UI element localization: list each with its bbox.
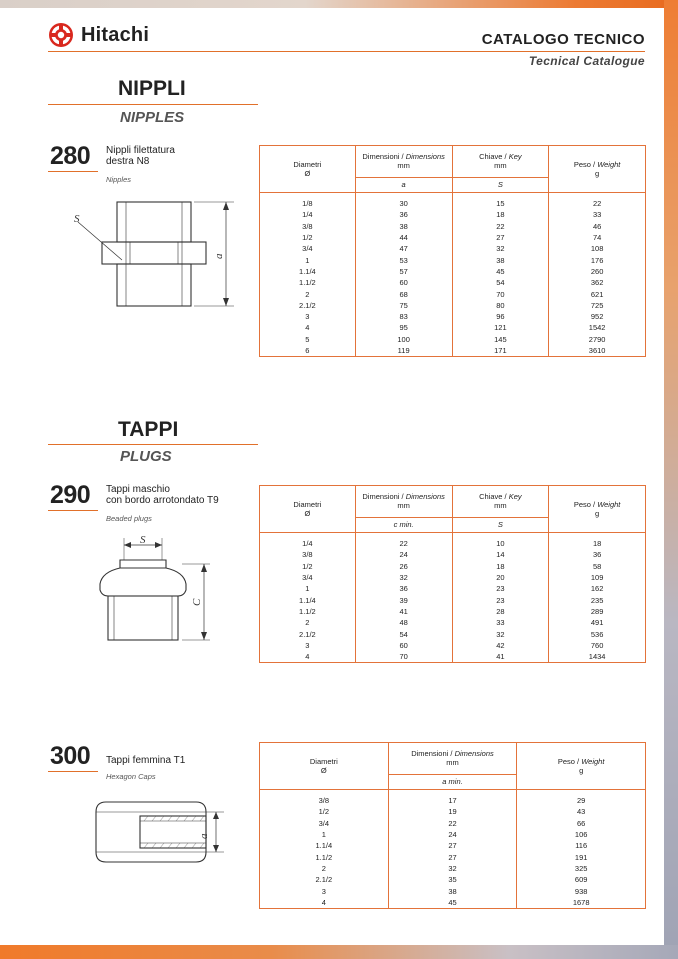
subheader-cell: S [452,177,549,192]
table-cell: 75 [355,300,452,311]
table-cell: 41 [355,606,452,617]
header-text: Dimensions [405,152,445,162]
table-cell: 3 [305,640,310,650]
table-cell: 33 [549,209,646,220]
nipple-drawing [68,190,248,320]
table-row [260,288,646,299]
table-cell: 43 [517,806,646,817]
table-cell: 74 [549,232,646,243]
header-text: mm [397,161,410,171]
table-row [260,538,646,549]
table-cell: 1/2 [302,561,313,571]
table-cell: 60 [355,640,452,651]
table-cell: 191 [517,851,646,862]
table-cell: 47 [355,243,452,254]
table-cell: 3/4 [302,244,313,254]
table-cell: 42 [452,640,549,651]
header-text: Dimensions [405,492,445,502]
table-cell: 46 [549,221,646,232]
dimension-label-a: a [213,253,225,259]
header-text: Dimensioni / [411,749,453,759]
table-cell: 1/8 [302,199,313,209]
product-code-divider [48,171,98,172]
bottom-accent-bar [0,945,678,959]
header-divider [48,51,645,52]
table-cell: 23 [452,594,549,605]
table-row [260,651,646,663]
section-divider-nippli [48,104,258,105]
header-text: Chiave / [479,492,507,502]
header-cell [260,146,356,193]
description-line: Tappi femmina T1 [106,755,186,766]
table-cell: 36 [355,583,452,594]
table-cell: 20 [452,572,549,583]
table-row [260,617,646,628]
table-cell: 725 [549,300,646,311]
table-cell: 3 [321,886,326,896]
table-cell: 2 [305,289,310,299]
table-cell: 260 [549,266,646,277]
header-text: Key [508,492,522,502]
dimension-label-s: S [140,534,146,546]
product-code: 290 [50,481,91,509]
table-cell: 109 [549,572,646,583]
table-cell: 325 [517,863,646,874]
table-cell: 70 [452,288,549,299]
subheader-cell: S [452,517,549,532]
table-cell: 36 [355,209,452,220]
table-cell: 3/8 [302,550,313,560]
table-cell: 41 [452,651,549,663]
plug-drawing [90,530,220,655]
header-cell [388,743,517,775]
table-cell: 1.1/2 [315,852,333,862]
table-cell: 39 [355,594,452,605]
table-cell: 18 [452,209,549,220]
table-cell: 171 [452,345,549,357]
table-cell: 938 [517,885,646,896]
table-row [260,277,646,288]
product-code: 280 [50,142,91,170]
cap-drawing [88,798,228,868]
header-cell [452,486,549,518]
subheader-cell: c min. [355,517,452,532]
table-cell: 1434 [549,651,646,663]
header-text: Weight [597,500,621,509]
table-cell: 58 [549,561,646,572]
table-cell: 235 [549,594,646,605]
description-line: con bordo arrotondato T9 [106,495,219,506]
table-cell: 3/8 [318,796,330,806]
table-cell: 57 [355,266,452,277]
table-cell: 45 [388,897,517,909]
table-cell: 10 [452,538,549,549]
table-cell: 27 [388,840,517,851]
table-cell: 27 [452,232,549,243]
catalog-title: CATALOGO TECNICO [481,31,645,48]
table-cell: 45 [452,266,549,277]
table-row [260,334,646,345]
table-row [260,549,646,560]
table-cell: 14 [452,549,549,560]
subheader-cell: a [355,177,452,192]
table-cell: 26 [355,561,452,572]
spec-table [259,742,646,909]
dimension-label-s: S [74,213,80,225]
header-text: g [579,766,584,775]
table-cell: 2 [305,618,310,628]
catalog-subtitle: Tecnical Catalogue [528,54,645,68]
table-row [260,628,646,639]
table-row [260,198,646,209]
table-cell: 32 [355,572,452,583]
hitachi-logo-icon [48,22,74,48]
table-cell: 1/2 [302,233,313,243]
header-text: Ø [320,766,327,775]
table-cell: 32 [452,243,549,254]
product-description [106,484,219,506]
table-cell: 100 [355,334,452,345]
table-cell: 4 [305,323,310,333]
table-cell: 18 [549,538,646,549]
table-cell: 491 [549,617,646,628]
table-cell: 108 [549,243,646,254]
table-row [260,232,646,243]
right-accent-bar [664,0,678,959]
subheader-cell: a min. [388,774,517,789]
section-subtitle-tappi: PLUGS [120,448,172,465]
table-cell: 83 [355,311,452,322]
header-text: Ø [304,169,311,178]
table-row [260,561,646,572]
table-cell: 17 [388,795,517,806]
table-cell: 48 [355,617,452,628]
product-description-en: Hexagon Caps [106,772,156,781]
table-cell: 68 [355,288,452,299]
table-cell: 3/4 [302,573,313,583]
table-cell: 760 [549,640,646,651]
table-cell: 3/8 [302,221,313,231]
spec-table [259,145,646,357]
table-cell: 1678 [517,897,646,909]
table-cell: 2.1/2 [299,629,316,639]
table-cell: 60 [355,277,452,288]
table-cell: 2.1/2 [299,300,316,310]
table-cell: 96 [452,311,549,322]
table-cell: 22 [388,818,517,829]
table-cell: 536 [549,628,646,639]
table-cell: 4 [321,897,326,907]
product-description [106,145,175,167]
description-line: destra N8 [106,156,150,167]
table-cell: 3/4 [318,818,330,828]
header-cell [355,486,452,518]
table-cell: 1.1/4 [315,841,333,851]
table-row [260,640,646,651]
table-cell: 22 [452,221,549,232]
dimension-label-a: a [198,833,210,839]
table-cell: 1.1/4 [299,595,316,605]
section-title-tappi: TAPPI [118,418,179,441]
spec-table [259,485,646,663]
table-row [260,818,646,829]
table-cell: 5 [305,334,310,344]
header-cell [452,146,549,178]
table-cell: 621 [549,288,646,299]
table-cell: 1.1/2 [299,278,316,288]
table-row [260,322,646,333]
header-text: Weight [581,757,605,766]
header-text: Key [508,152,522,162]
header-cell [517,743,646,790]
table-row [260,851,646,862]
top-accent-bar [0,0,678,8]
section-divider-tappi [48,444,258,445]
table-cell: 145 [452,334,549,345]
header-text: Peso / [573,160,596,169]
product-description-en: Beaded plugs [106,514,152,523]
table-cell: 29 [517,795,646,806]
table-cell: 28 [452,606,549,617]
header-text: Peso / [557,757,580,766]
table-cell: 121 [452,322,549,333]
table-row [260,897,646,909]
table-row [260,221,646,232]
header-text: g [595,169,600,178]
table-row [260,583,646,594]
product-code: 300 [50,742,91,770]
table-cell: 54 [452,277,549,288]
table-cell: 80 [452,300,549,311]
header-text: mm [494,161,507,171]
table-cell: 36 [549,549,646,560]
table-cell: 4 [305,652,310,662]
header-cell [355,146,452,178]
table-cell: 35 [388,874,517,885]
header-cell [260,486,356,533]
dimension-label-c: C [191,598,203,606]
table-cell: 2.1/2 [315,875,333,885]
table-row [260,874,646,885]
header-text: mm [446,758,459,768]
product-description-en: Nipples [106,175,132,184]
table-cell: 32 [452,628,549,639]
product-code-divider [48,510,98,511]
header-text: g [595,509,600,518]
table-cell: 1/4 [302,539,313,549]
header-text: Peso / [573,500,596,509]
table-row [260,863,646,874]
table-cell: 70 [355,651,452,663]
table-cell: 289 [549,606,646,617]
table-cell: 54 [355,628,452,639]
table-cell: 24 [355,549,452,560]
table-row [260,243,646,254]
table-cell: 952 [549,311,646,322]
table-cell: 1/4 [302,210,313,220]
table-cell: 176 [549,254,646,265]
table-cell: 2 [321,863,326,873]
header-text: Dimensioni / [362,492,404,502]
product-description [106,755,185,766]
brand-logo [48,22,149,48]
header-cell [549,486,646,533]
table-cell: 44 [355,232,452,243]
table-row [260,829,646,840]
header-cell [260,743,389,790]
table-cell: 106 [517,829,646,840]
table-cell: 2790 [549,334,646,345]
table-row [260,266,646,277]
header-text: Chiave / [479,152,507,162]
table-cell: 38 [355,221,452,232]
table-cell: 119 [355,345,452,357]
table-cell: 3 [305,312,310,322]
table-cell: 1.1/2 [299,606,316,616]
table-row [260,209,646,220]
table-row [260,885,646,896]
table-cell: 1 [305,584,310,594]
description-line: Nippli filettatura [106,145,175,156]
table-row [260,795,646,806]
product-code-divider [48,771,98,772]
table-cell: 53 [355,254,452,265]
table-row [260,300,646,311]
table-cell: 162 [549,583,646,594]
table-cell: 18 [452,561,549,572]
table-cell: 1.1/4 [299,266,316,276]
table-row [260,840,646,851]
table-row [260,572,646,583]
table-cell: 24 [388,829,517,840]
table-row [260,806,646,817]
header-text: Ø [304,509,311,518]
table-cell: 15 [452,198,549,209]
table-cell: 116 [517,840,646,851]
table-cell: 32 [388,863,517,874]
table-cell: 1 [321,830,326,840]
table-cell: 22 [355,538,452,549]
table-cell: 6 [305,346,310,355]
section-subtitle-nippli: NIPPLES [120,109,185,126]
table-row [260,311,646,322]
table-cell: 95 [355,322,452,333]
header-text: mm [494,501,507,511]
header-text: Weight [597,160,621,169]
header-text: mm [397,501,410,511]
header-text: Diametri [293,160,322,169]
table-cell: 1542 [549,322,646,333]
table-cell: 362 [549,277,646,288]
description-line: Tappi maschio [106,484,170,495]
table-cell: 1 [305,255,310,265]
header-text: Diametri [293,500,322,509]
header-cell [549,146,646,193]
table-cell: 1/2 [318,807,330,817]
table-row [260,345,646,357]
table-cell: 3610 [549,345,646,357]
table-cell: 19 [388,806,517,817]
table-cell: 27 [388,851,517,862]
table-cell: 33 [452,617,549,628]
table-cell: 609 [517,874,646,885]
header-text: Dimensions [454,749,494,759]
table-row [260,254,646,265]
table-cell: 22 [549,198,646,209]
section-title-nippli: NIPPLI [118,77,186,100]
table-row [260,606,646,617]
table-row [260,594,646,605]
header-text: Dimensioni / [362,152,404,162]
table-cell: 23 [452,583,549,594]
table-cell: 30 [355,198,452,209]
table-cell: 38 [388,885,517,896]
table-cell: 38 [452,254,549,265]
table-cell: 66 [517,818,646,829]
header-text: Diametri [309,757,338,766]
brand-name: Hitachi [81,23,150,46]
